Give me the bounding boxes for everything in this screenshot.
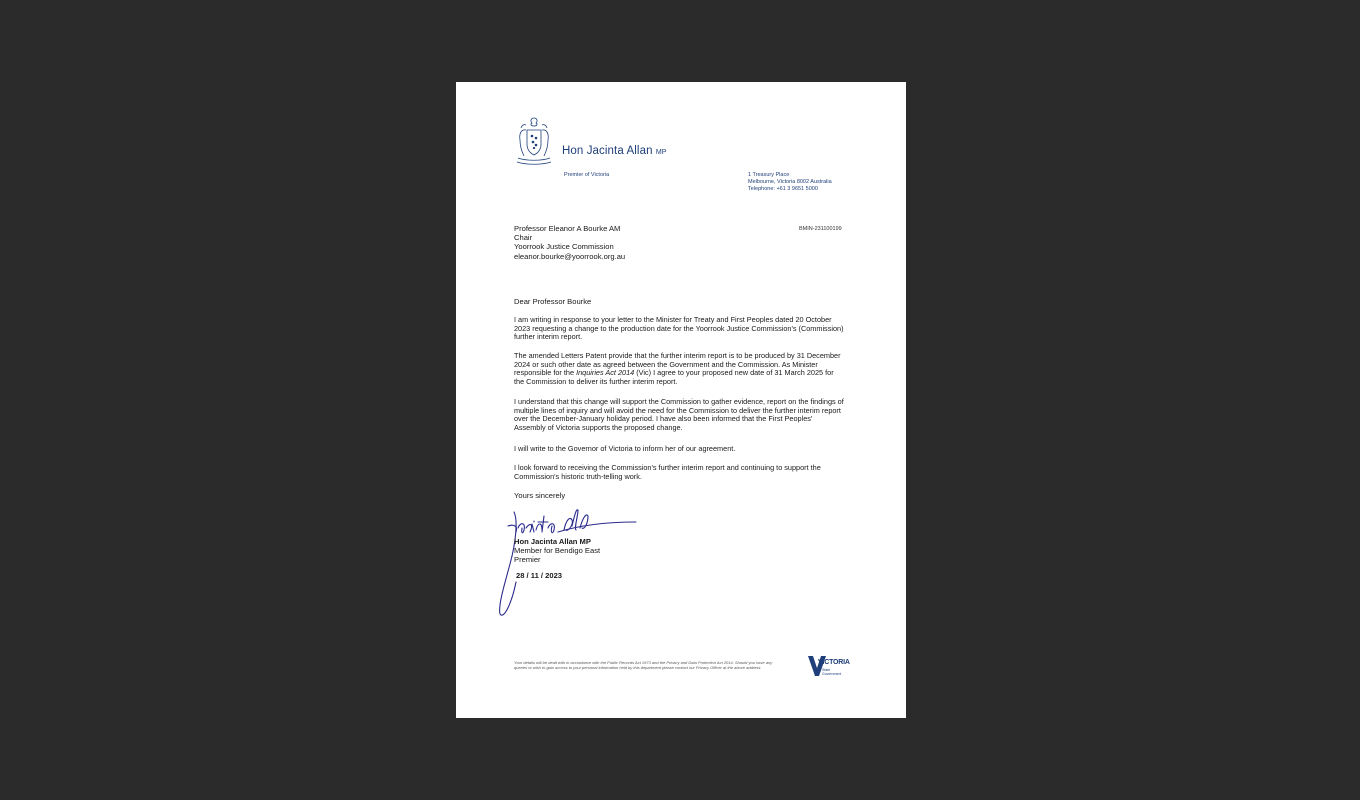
body-paragraph-1: I am writing in response to your letter to the Minister for Treaty and First Peoples dated 20 October 2023 requesting a change to the production date for the Yoorrook Justice Commission's (Commission) further interim report. — [514, 315, 844, 342]
victoria-logo-text: VICTORIA — [818, 659, 850, 666]
coat-of-arms-icon — [514, 114, 554, 166]
letter-page — [456, 82, 906, 718]
body-paragraph-3: I understand that this change will support the Commission to gather evidence, report on the findings of multiple lines of inquiry and will avoid the need for the Commission to deliver the further interim report over the December-January holiday period. I have also been informed that the First Peoples' Assembly of Victoria supports the proposed change. — [514, 397, 844, 432]
closing: Yours sincerely — [514, 491, 566, 500]
salutation: Dear Professor Bourke — [514, 297, 592, 306]
letterhead-address: 1 Treasury Place Melbourne, Victoria 8002 Australia Telephone: +61 3 9651 5000 — [748, 172, 832, 193]
body-paragraph-2: The amended Letters Patent provide that the further interim report is to be produced by 31 December 2024 or such other date as agreed between the Government and the Commission. As Minister responsible for the Inquiries Act 2014 (Vic) I agree to your proposed new date of 31 March 2025 for the Commission to deliver its further interim report. — [514, 351, 841, 386]
body-paragraph-4: I will write to the Governor of Victoria to inform her of our agreement. — [514, 444, 736, 453]
recipient-block: Professor Eleanor A Bourke AM Chair Yoorrook Justice Commission eleanor.bourke@yoorrook.org.au — [514, 224, 626, 261]
signature-date: 28 / 11 / 2023 — [516, 571, 563, 580]
letterhead-role: Premier of Victoria — [564, 172, 610, 178]
victoria-logo-subtext: State Government — [822, 668, 842, 676]
signer-block: Hon Jacinta Allan MP Member for Bendigo East Premier — [514, 537, 601, 565]
letterhead-name: Hon Jacinta Allan MP — [562, 145, 667, 157]
privacy-footer-note: Your details will be dealt with in accordance with the Public Records Act 1973 and the Privacy and Data Protection Act 2014. Should you have any queries or wish to gain access to your personal information held by this department please contact our Privacy Officer at the above address. — [514, 660, 773, 670]
body-paragraph-5: I look forward to receiving the Commission's further interim report and continuing to support the Commission's historic truth-telling work. — [514, 463, 821, 481]
reference-number: BMIN-231100199 — [799, 226, 842, 232]
